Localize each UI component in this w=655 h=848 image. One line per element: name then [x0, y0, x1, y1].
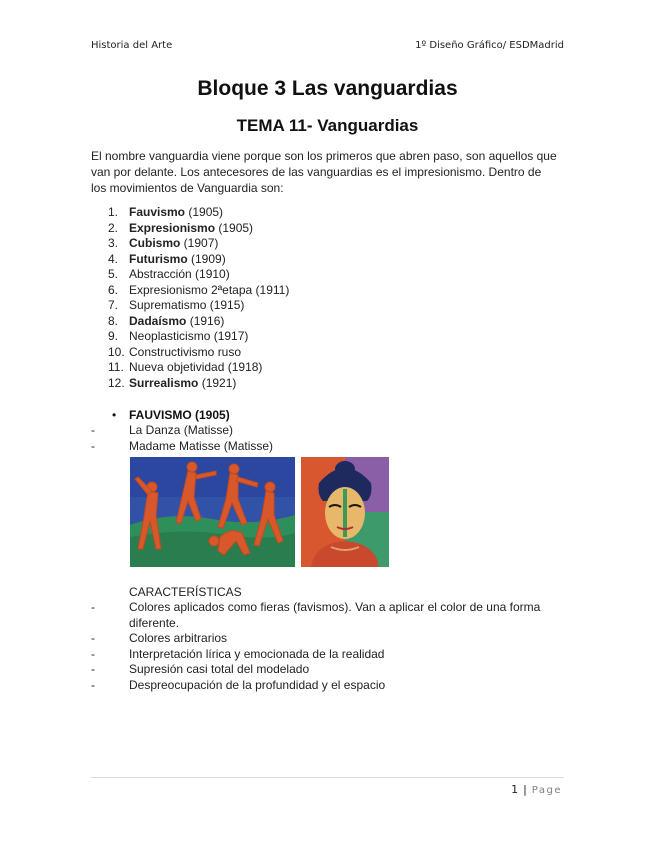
list-item: 8. Dadaísmo (1916) — [108, 313, 225, 328]
movement-name: Fauvismo — [129, 205, 186, 219]
movement-name: Constructivismo ruso — [129, 344, 242, 359]
list-item: 3. Cubismo (1907) — [108, 236, 219, 250]
movement-name: Expresionismo 2ªetapa — [129, 282, 253, 297]
list-item: 6. Expresionismo 2ªetapa (1911) — [108, 282, 290, 297]
list-item: - Despreocupación de la profundidad y el espacio — [91, 677, 386, 692]
list-item: - Colores arbitrarios — [91, 631, 228, 645]
page-number: 1 — [511, 783, 519, 796]
movement-name: Suprematismo — [129, 298, 207, 312]
intro-paragraph: El nombre vanguardia viene porque son los primeros que abren paso, son aquellos que van por delante. Los antecesores de las vanguardias es el impresionismo. Dentro de los movimientos de Vanguardia son: — [91, 149, 557, 195]
header-course: Historia del Arte — [91, 40, 173, 51]
page-footer — [511, 783, 562, 796]
section-title: FAUVISMO (1905) — [129, 408, 230, 422]
movements-list — [108, 205, 289, 391]
list-item: - Supresión casi total del modelado — [91, 662, 310, 676]
list-item: - Colores aplicados como fieras (favismos). Van a aplicar el color de una forma diferente. — [91, 600, 541, 630]
characteristics-list — [91, 600, 559, 693]
movement-name: Surrealismo — [129, 375, 199, 390]
la-danza-image — [130, 457, 295, 567]
works-list — [91, 423, 559, 454]
characteristics-heading: CARACTERÍSTICAS — [129, 585, 242, 599]
movement-name: Dadaísmo — [129, 313, 187, 328]
list-item: - La Danza (Matisse) — [91, 423, 234, 437]
page-label: Page — [531, 785, 562, 796]
movement-name: Neoplasticismo — [129, 329, 211, 343]
list-item: 1. Fauvismo (1905) — [108, 205, 224, 219]
madame-matisse-image — [301, 457, 389, 567]
list-item: - Interpretación lírica y emocionada de la realidad — [91, 646, 385, 661]
header-program: 1º Diseño Gráfico/ ESDMadrid — [415, 40, 564, 51]
list-item: 11. Nueva objetividad (1918) — [108, 360, 263, 374]
footer-separator: | — [523, 783, 527, 796]
bullet-icon: • — [112, 408, 117, 422]
list-item: 7. Suprematismo (1915) — [108, 298, 245, 312]
movement-name: Abstracción — [129, 267, 192, 281]
page-header — [91, 40, 564, 56]
list-item: 12. Surrealismo (1921) — [108, 375, 237, 390]
footer-divider — [91, 777, 564, 778]
list-item: 4. Futurismo (1909) — [108, 251, 226, 266]
list-item: - Madame Matisse (Matisse) — [91, 438, 274, 453]
list-item: 5. Abstracción (1910) — [108, 267, 230, 281]
list-item: 2. Expresionismo (1905) — [108, 220, 254, 235]
list-item: 9. Neoplasticismo (1917) — [108, 329, 249, 343]
movement-name: Cubismo — [129, 236, 181, 250]
movement-name: Nueva objetividad — [129, 360, 225, 374]
page-subtitle: TEMA 11- Vanguardias — [236, 116, 419, 135]
page-title: Bloque 3 Las vanguardias — [197, 77, 458, 100]
movement-name: Futurismo — [129, 251, 188, 266]
movement-name: Expresionismo — [129, 220, 216, 235]
list-item: 10. Constructivismo ruso — [108, 344, 242, 359]
